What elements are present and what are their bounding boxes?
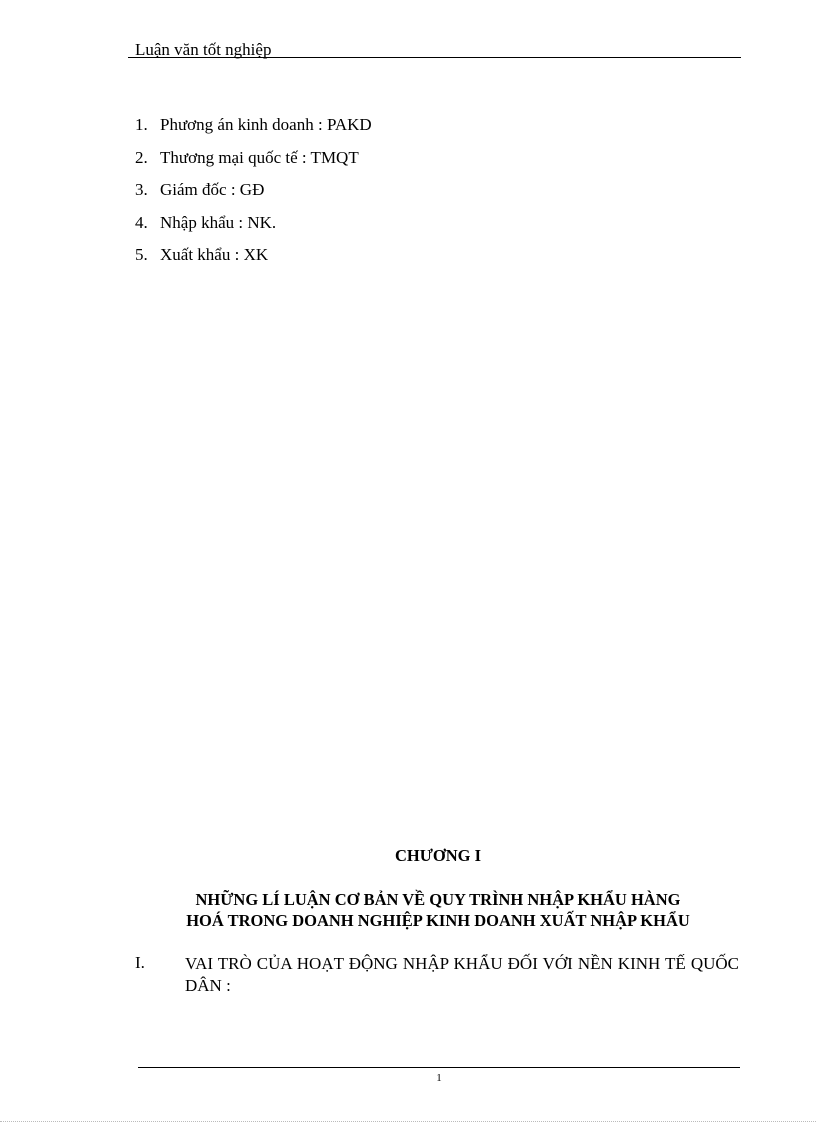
page-bottom-border bbox=[0, 1121, 816, 1122]
list-item bbox=[135, 212, 372, 245]
list-item-text: Nhập khẩu : NK. bbox=[160, 212, 277, 232]
list-item-text: Thương mại quốc tế : TMQT bbox=[160, 147, 359, 167]
list-item-number: 3. bbox=[135, 180, 148, 199]
chapter-heading bbox=[128, 889, 748, 931]
section-number: I. bbox=[135, 953, 145, 972]
list-item bbox=[135, 244, 372, 277]
list-item bbox=[135, 179, 372, 212]
list-item-text: Xuất khẩu : XK bbox=[160, 245, 269, 264]
page-number: 1 bbox=[436, 1072, 442, 1084]
footer-rule bbox=[138, 1067, 740, 1068]
list-item-number: 4. bbox=[135, 212, 148, 232]
running-header: Luận văn tốt nghiệp bbox=[135, 40, 272, 59]
chapter-heading-line-1: NHỮNG LÍ LUẬN CƠ BẢN VỀ QUY TRÌNH NHẬP KHẨU HÀNG bbox=[195, 890, 681, 909]
list-item bbox=[135, 114, 372, 147]
header-rule bbox=[128, 57, 741, 58]
list-item-number: 1. bbox=[135, 115, 148, 134]
chapter-title: CHƯƠNG I bbox=[394, 846, 481, 865]
section-heading bbox=[135, 953, 739, 997]
list-item-text: Phương án kinh doanh : PAKD bbox=[160, 115, 372, 134]
list-item-number: 5. bbox=[135, 245, 148, 264]
abbreviation-list bbox=[135, 114, 372, 277]
list-item-number: 2. bbox=[135, 147, 148, 167]
section-title: VAI TRÒ CỦA HOẠT ĐỘNG NHẬP KHẨU ĐỐI VỚI NỀN KINH TẾ QUỐC DÂN : bbox=[185, 954, 739, 995]
list-item bbox=[135, 147, 372, 180]
chapter-heading-line-2: HOÁ TRONG DOANH NGHIỆP KINH DOANH XUẤT NHẬP KHẨU bbox=[186, 911, 690, 930]
list-item-text: Giám đốc : GĐ bbox=[160, 180, 265, 199]
